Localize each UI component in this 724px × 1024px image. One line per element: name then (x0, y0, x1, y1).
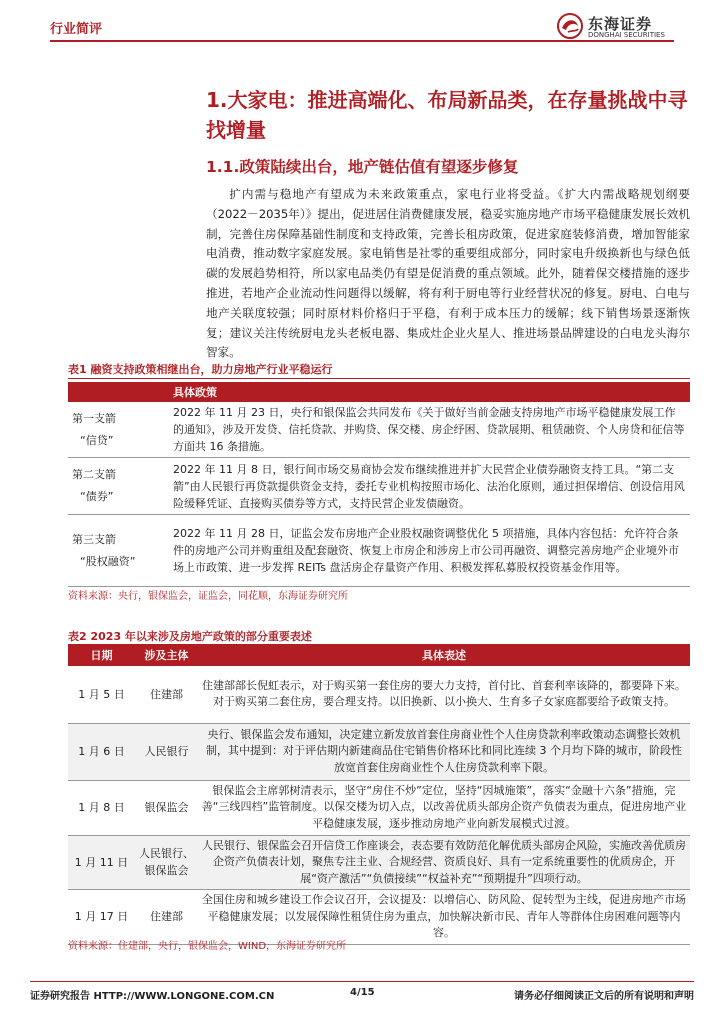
table-row (68, 515, 690, 587)
footer-left: 证券研究报告 HTTP://WWW.LONGONE.COM.CN (30, 991, 275, 1002)
subject-cell: 银保监会 (144, 801, 189, 814)
heading-1: 1.大家电：推进高端化、布局新品类，在存量挑战中寻找增量 (206, 88, 688, 142)
heading-2: 1.1.政策陆续出台，地产链估值有望逐步修复 (206, 158, 519, 176)
subject-cell: 人民银行、银保监会 (139, 847, 194, 878)
subject-cell: 人民银行 (144, 745, 189, 758)
date-cell: 1 月 11 日 (74, 855, 129, 869)
table-row (68, 890, 690, 945)
footer-disclaimer: 请务必仔细阅读正文后的所有说明和声明 (514, 991, 694, 1002)
section-tag: 行业简评 (50, 22, 103, 37)
policy-name-cell (68, 458, 169, 515)
table2-header-subject: 涉及主体 (135, 645, 198, 666)
subject-cell: 住建部 (150, 687, 183, 701)
table2-header-date: 日期 (68, 645, 135, 666)
logo-chinese-name: 东海证券 (588, 15, 653, 33)
donghai-logo (556, 12, 682, 42)
statement-cell: 央行、银保监会发布通知，决定建立新发放首套住房商业性个人住房贷款利率政策动态调整长效机制，其中提到：对于评估期内新建商品住宅销售价格环比和同比连续 3 个月均下降的城市，阶段性放宽首套住房商业性个人住房贷款利率下限。 (206, 727, 682, 774)
logo-english-name: DONGHAI SECURITIES (588, 31, 665, 39)
table2 (68, 645, 690, 945)
date-cell: 1 月 17 日 (74, 910, 129, 924)
policy-name-cell (68, 515, 169, 587)
table2-caption: 表2 2023 年以来涉及房地产政策的部分重要表述 (68, 630, 312, 643)
policy-text: 2022 年 11 月 28 日，证监会发布房地产企业股权融资调整优化 5 项措施，具体内容包括：允许符合条件的房地产公司并购重组及配套融资、恢复上市房企和涉房上市公司再融资、调整完善房地产企业境外市场上市政策、进一步发挥 REITs 盘活房企存量资产作用、积极发挥私募股权投资基金作用等。 (173, 527, 679, 574)
table1-caption: 表1 融资支持政策相继出台，助力房地产行业平稳运行 (68, 363, 333, 376)
table2-header-statement: 具体表述 (198, 645, 690, 666)
date-cell: 1 月 8 日 (78, 801, 125, 814)
table2-source: 资料来源：住建部，央行，银保监会，WIND，东海证券研究所 (68, 941, 347, 952)
footer-divider (30, 981, 694, 982)
statement-cell: 银保监会主席郭树清表示，坚守“房住不炒”定位，坚持“因城施策”，落实“金融十六条”措施，完善“三线四档”监管制度。以保交楼为切入点，以改善优质头部房企资产负债表为重点，促进房地产业平稳健康发展，逐步推动房地产业向新发展模式过渡。 (201, 783, 687, 830)
table-row (68, 780, 690, 835)
policy-name: 第三支箭 (72, 532, 116, 546)
policy-alias: “股权融资” (80, 554, 136, 568)
table-row (68, 666, 690, 723)
dragon-logo-icon (556, 12, 584, 40)
subject-cell: 住建部 (150, 910, 183, 924)
page-number: 4/15 (350, 987, 375, 998)
policy-alias: “信贷” (80, 433, 114, 447)
table1-header-row (68, 382, 690, 402)
table1-header-empty (68, 382, 169, 402)
table1-header-policy: 具体政策 (169, 382, 690, 402)
policy-text: 2022 年 11 月 23 日，央行和银保监会共同发布《关于做好当前金融支持房地产市场平稳健康发展工作的通知》，涉及开发贷、信托贷款、并购贷、保交楼、房企纾困、贷款展期、租赁融资、个人房贷和征信等方面共 16 条措施。 (173, 406, 685, 453)
table-row (68, 835, 690, 890)
policy-alias: “债券” (80, 490, 114, 503)
table1 (68, 382, 690, 587)
table1-top-rule (68, 378, 690, 379)
statement-cell: 住建部部长倪虹表示，对于购买第一套住房的要大力支持，首付比、首套利率该降的，都要降下来。对于购买第二套住房，要合理支持。以旧换新、以小换大、生育多子女家庭都要给予政策支持。 (202, 678, 686, 709)
date-cell: 1 月 6 日 (78, 745, 125, 758)
body-paragraph: 扩内需与稳地产有望成为未来政策重点，家电行业将受益。《扩大内需战略规划纲要（2022－2035年）》提出，促进居住消费健康发展，稳妥实施房地产市场平稳健康发展长效机制，完善住房保障基础性制度和支持政策，完善长租房政策，促进家庭装修消费，增加智能家电消费，推动数字家庭发展。家电销售是社零的重要组成部分，同时家电升级换新也与绿色低碳的发展趋势相符，所以家电品类仍有望是促消费的重点领域。此外，随着保交楼措施的逐步推进，若地产企业流动性问题得以缓解，将有利于厨电等行业经营状况的修复。厨电、白电与地产关联度较强；同时原材料价格归于平稳，有利于成本压力的缓解；线下销售场景逐渐恢复；建议关注传统厨电龙头老板电器、集成灶企业火星人、推进场景品牌建设的白电龙头海尔智家。 (206, 187, 690, 360)
table-row (68, 458, 690, 515)
table-row (68, 723, 690, 780)
policy-text: 2022 年 11 月 8 日，银行间市场交易商协会发布继续推进并扩大民营企业债券融资支持工具。“第二支箭”由人民银行再贷款提供资金支持，委托专业机构按照市场化、法治化原则，通过担保增信、创设信用风险缓释凭证、直接购买债券等方式，支持民营企业发债融资。 (173, 462, 685, 510)
table-row (68, 402, 690, 458)
policy-name: 第二支箭 (72, 468, 116, 481)
table1-source: 资料来源：央行，银保监会，证监会，同花顺，东海证券研究所 (68, 591, 348, 602)
table2-header-row (68, 645, 690, 666)
statement-cell: 全国住房和城乡建设工作会议召开，会议提及：以增信心、防风险、促转型为主线，促进房地产市场平稳健康发展；以发展保障性租赁住房为重点，加快解决新市民、青年人等群体住房困难问题等内容。 (202, 893, 686, 939)
date-cell: 1 月 5 日 (78, 687, 125, 701)
policy-name: 第一支箭 (72, 411, 116, 425)
statement-cell: 人民银行、银保监会召开信贷工作座谈会，表态要有效防范化解优质头部房企风险，实施改善优质房企资产负债表计划，聚焦专注主业、合规经营、资质良好、具有一定系统重要性的优质房企，开展“资产激活”“负债接续”“权益补充”“预期提升”四项行动。 (202, 838, 686, 885)
policy-name-cell (68, 402, 169, 458)
